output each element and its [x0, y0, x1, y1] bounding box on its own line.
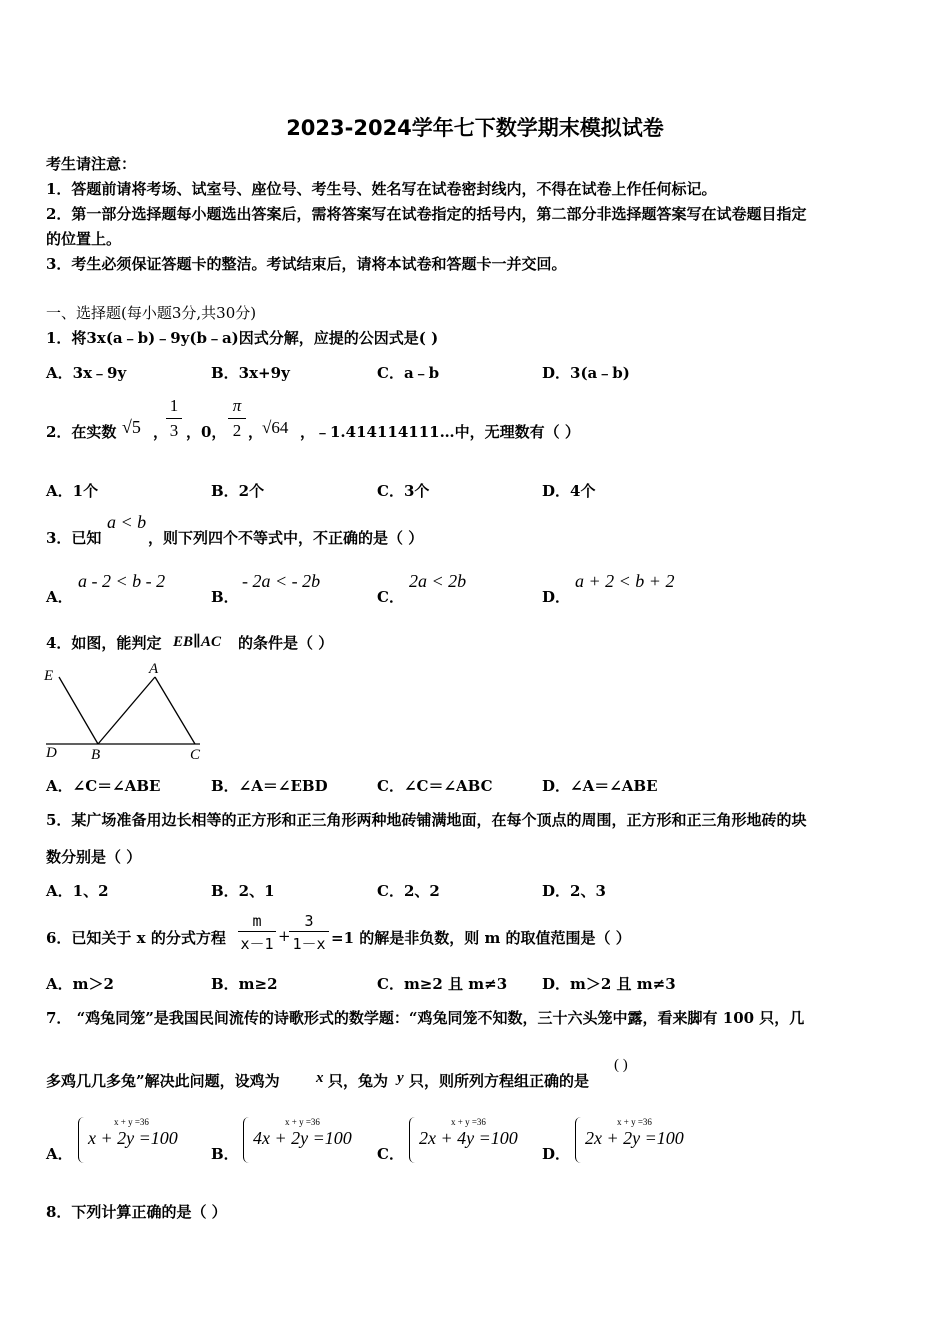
q6-frac2-den: 1－x: [292, 935, 326, 953]
q8-stem: 8．下列计算正确的是（ ）: [46, 1203, 227, 1221]
q4-option-b: B．∠A＝∠EBD: [211, 777, 328, 795]
q2-frac1-num: 1: [169, 396, 179, 415]
notice-item-3: 3．考生必须保证答题卡的整洁。考试结束后，请将本试卷和答题卡一并交回。: [46, 255, 567, 273]
segment-ac: [155, 677, 195, 744]
q7-stem-line-2b: 只，兔为: [328, 1072, 389, 1090]
notice-item-2: 2．第一部分选择题每小题选出答案后，需将答案写在试卷指定的括号内，第二部分非选择题答案写在试卷题目指定: [46, 205, 807, 223]
q3-suffix: ，则下列四个不等式中，不正确的是（ ）: [148, 529, 424, 547]
q7-system-c: [409, 1117, 539, 1167]
point-d-label: D: [46, 745, 57, 761]
q5-option-a: A．1、2: [46, 882, 109, 900]
point-b-label: B: [91, 747, 101, 763]
q6-plus: +: [278, 927, 291, 945]
q7-system-a-bottom: x + 2y =100: [88, 1128, 178, 1148]
brace-icon: [575, 1117, 582, 1163]
q2-frac-pi-2: [228, 396, 246, 441]
q1-option-a: A．3x﹣9y: [46, 364, 127, 382]
q6-frac1-den: x－1: [240, 935, 274, 953]
q2-option-a: A．1个: [46, 482, 99, 500]
segment-eb: [59, 677, 98, 744]
q3-expr-a: a - 2 < b - 2: [78, 571, 166, 591]
q4-suffix: 的条件是（ ）: [238, 634, 334, 652]
q7-label-a: A．: [46, 1145, 73, 1163]
q7-label-c: C．: [377, 1145, 404, 1163]
q2-frac-1-3: [166, 396, 182, 441]
q5-option-d: D．2、3: [542, 882, 606, 900]
q3-expr-d: a + 2 < b + 2: [575, 571, 675, 591]
q2-option-b: B．2个: [211, 482, 265, 500]
q2-zero: ，0，: [186, 423, 227, 441]
q7-var-x: x: [316, 1070, 324, 1086]
q2-suffix: ，﹣1.414114111…中，无理数有（ ）: [300, 423, 580, 441]
q2-prefix: 2．在实数: [46, 423, 117, 441]
q3-label-d: D．: [542, 588, 571, 606]
q4-figure: [40, 658, 210, 763]
q6-option-b: B．m≥2: [211, 975, 278, 993]
q7-label-d: D．: [542, 1145, 571, 1163]
point-c-label: C: [190, 747, 201, 763]
q1-option-d: D．3(a﹣b): [542, 364, 630, 382]
q6-frac-3: [289, 912, 329, 954]
q7-system-b-bottom: 4x + 2y =100: [253, 1128, 352, 1148]
q1-stem: 1．将3x(a﹣b)﹣9y(b﹣a)因式分解，应提的公因式是( ): [46, 329, 439, 347]
q7-system-d-top: x + y =36: [617, 1117, 652, 1127]
q5-stem-line-2: 数分别是（ ）: [46, 848, 142, 866]
q4-option-a: A．∠C＝∠ABE: [46, 777, 161, 795]
q2-option-c: C．3个: [377, 482, 430, 500]
q3-prefix: 3．已知: [46, 529, 102, 547]
q7-var-y: y: [397, 1070, 404, 1086]
q4-prefix: 4．如图，能判定: [46, 634, 162, 652]
q7-system-b-top: x + y =36: [285, 1117, 320, 1127]
notice-heading: 考生请注意：: [46, 155, 137, 173]
q3-expr-b: - 2a < - 2b: [242, 571, 321, 591]
q2-frac2-num: π: [232, 396, 242, 415]
q5-option-b: B．2、1: [211, 882, 275, 900]
q4-option-c: C．∠C＝∠ABC: [377, 777, 493, 795]
q7-system-d: [575, 1117, 705, 1167]
q1-option-c: C．a﹣b: [377, 364, 440, 382]
point-a-label: A: [149, 661, 159, 677]
q4-option-d: D．∠A＝∠ABE: [542, 777, 658, 795]
q3-label-c: C．: [377, 588, 404, 606]
q6-frac1-num: m: [252, 912, 262, 930]
q2-sqrt5: √5: [122, 417, 141, 437]
q2-sqrt64: √64: [262, 418, 289, 437]
q7-system-a-top: x + y =36: [114, 1117, 149, 1127]
q3-label-a: A．: [46, 588, 73, 606]
q6-suffix: =1 的解是非负数，则 m 的取值范围是（ ）: [331, 929, 631, 947]
q7-system-b: [243, 1117, 373, 1167]
q7-system-d-bottom: 2x + 2y =100: [585, 1128, 684, 1148]
q6-prefix: 6．已知关于 x 的分式方程: [46, 929, 226, 947]
page-title: 2023-2024学年七下数学期末模拟试卷: [286, 116, 664, 140]
point-e-label: E: [44, 668, 54, 684]
q5-stem-line-1: 5．某广场准备用边长相等的正方形和正三角形两种地砖铺满地面，在每个顶点的周围，正方形和正三角形地砖的块: [46, 811, 807, 829]
q6-frac2-num: 3: [304, 912, 314, 930]
notice-item-1: 1．答题前请将考场、试室号、座位号、考生号、姓名写在试卷密封线内，不得在试卷上作任何标记。: [46, 180, 717, 198]
q3-label-b: B．: [211, 588, 239, 606]
q7-system-a: [78, 1117, 198, 1167]
q7-stem-line-2a: 多鸡几几多兔”解决此问题，设鸡为: [46, 1072, 280, 1090]
segment-ba: [98, 677, 155, 744]
brace-icon: [78, 1117, 85, 1163]
q1-option-b: B．3x+9y: [211, 364, 290, 382]
q5-option-c: C．2、2: [377, 882, 440, 900]
section-heading: 一、选择题(每小题3分,共30分): [46, 304, 257, 322]
q6-option-a: A．m＞2: [46, 975, 114, 993]
q7-stem-line-2c: 只，则所列方程组正确的是: [409, 1072, 590, 1090]
q3-condition: a < b: [107, 512, 147, 532]
q7-system-c-bottom: 2x + 4y =100: [419, 1128, 518, 1148]
q6-frac-m: [238, 912, 276, 954]
q3-expr-c: 2a < 2b: [409, 571, 467, 591]
brace-icon: [409, 1117, 416, 1163]
q7-answer-paren: ( ): [614, 1057, 628, 1073]
q7-stem-line-1: 7． “鸡兔同笼”是我国民间流传的诗歌形式的数学题：“鸡兔同笼不知数，三十六头笼中露，看来脚有 100 只，几: [46, 1009, 805, 1027]
brace-icon: [243, 1117, 250, 1163]
q2-frac2-den: 2: [232, 421, 242, 440]
q6-option-d: D．m＞2 且 m≠3: [542, 975, 676, 993]
q2-frac1-den: 3: [169, 421, 179, 440]
q6-option-c: C．m≥2 且 m≠3: [377, 975, 508, 993]
q7-label-b: B．: [211, 1145, 239, 1163]
q7-system-c-top: x + y =36: [451, 1117, 486, 1127]
q4-condition: EB∥AC: [173, 634, 221, 650]
notice-item-2-cont: 的位置上。: [46, 230, 122, 248]
q2-option-d: D．4个: [542, 482, 596, 500]
